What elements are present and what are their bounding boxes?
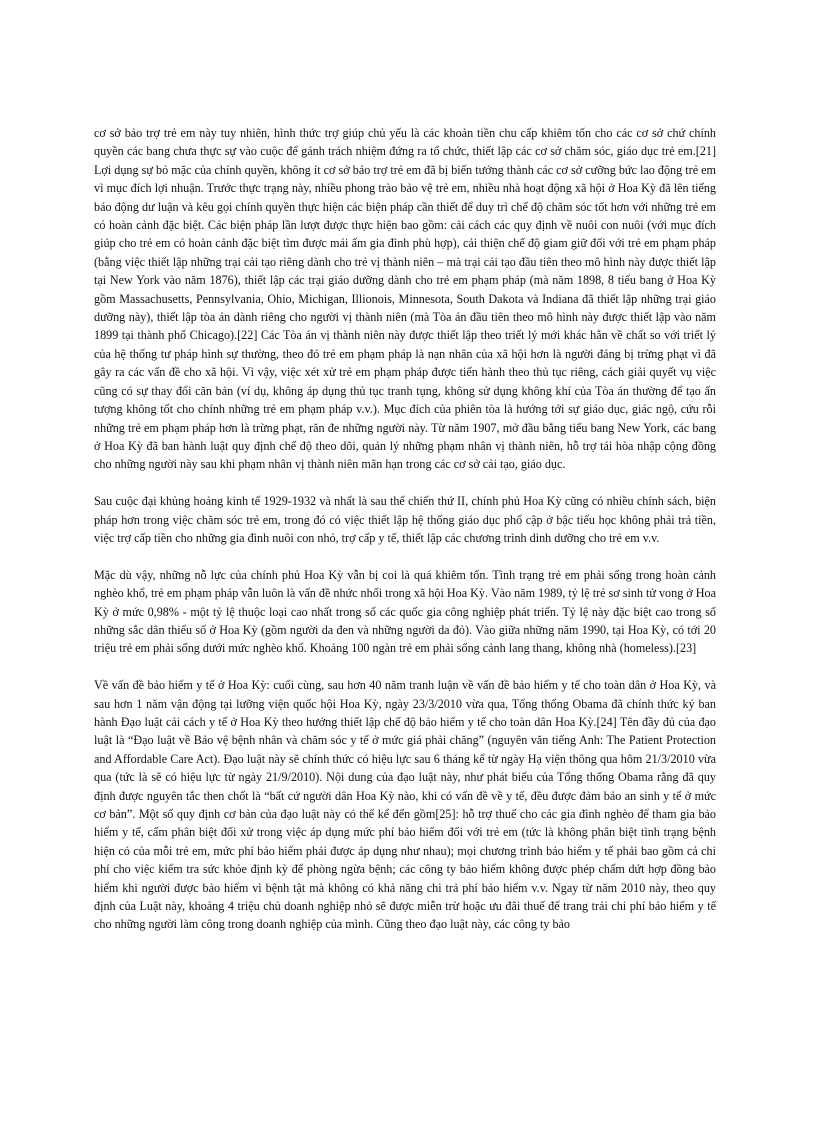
paragraph-spacer [94, 474, 716, 492]
paragraph-child-poverty: Mặc dù vậy, những nỗ lực của chính phủ Hoa Kỳ vẫn bị coi là quá khiêm tốn. Tình trạng trẻ em phải sống trong hoàn cảnh nghèo khổ, trẻ em phạm pháp vẫn luôn là vấn đề nhức nhối trong xã hội Hoa Kỳ. Vào năm 1989, tỷ lệ trẻ sơ sinh tử vong ở Hoa Kỳ ở mức 0,98% - một tỷ lệ thuộc loại cao nhất trong số các quốc gia công nghiệp phát triển. Tỷ lệ này đặc biệt cao trong số những sắc dân thiểu số ở Hoa Kỳ (gồm người da đen và những người da đỏ). Vào giữa những năm 1990, tại Hoa Kỳ, có tới 20 triệu trẻ em phải sống dưới mức nghèo khổ. Khoảng 100 ngàn trẻ em phải sống cảnh lang thang, không nhà (homeless).[23] [94, 567, 716, 656]
paragraph-child-care-history: cơ sở bảo trợ trẻ em này tuy nhiên, hình thức trợ giúp chủ yếu là các khoản tiền chu cấp khiêm tốn cho các cơ sở chứ chính quyền các bang chưa thực sự vào cuộc để gánh trách nhiệm đứng ra tổ chức, thiết lập các cơ sở chăm sóc, giáo dục trẻ em.[21] Lợi dụng sự bỏ mặc của chính quyền, không ít cơ sở bảo trợ trẻ em đã bị biến tướng thành các cơ sở cưỡng bức lao động trẻ em vì mục đích lợi nhuận. Trước thực trạng này, nhiều phong trào bảo vệ trẻ em, nhiều nhà hoạt động xã hội ở Hoa Kỳ đã lên tiếng báo động dư luận và kêu gọi chính quyền thực hiện các biện pháp cần thiết để duy trì chế độ chăm sóc tốt hơn với những trẻ em có hoàn cảnh đặc biệt. Các biện pháp lần lượt được thực hiện bao gồm: cải cách các quy định về nuôi con nuôi (với mục đích giúp cho trẻ em có hoàn cảnh đặc biệt tìm được mái ấm gia đình phù hợp), cải thiện chế độ giam giữ đối với trẻ em phạm pháp (bằng việc thiết lập những trại cải tạo riêng dành cho trẻ vị thành niên – mà trại cải tạo đầu tiên theo mô hình này được thiết lập tại New York vào năm 1876), thiết lập các trại giáo dưỡng dành cho trẻ em phạm pháp (mà năm 1898, 8 tiểu bang ở Hoa Kỳ gồm Massachusetts, Pennsylvania, Ohio, Michigan, Illionois, Minnesota, South Dakota và Indiana đã thiết lập những trại giáo dưỡng này), thiết lập tòa án dành riêng cho người vị thành niên (mà Tòa án đầu tiên theo mô hình này được thiết lập vào năm 1899 tại thành phố Chicago).[22] Các Tòa án vị thành niên này được thiết lập theo triết lý mới khác hẳn về chất so với triết lý của hệ thống tư pháp hình sự thường, theo đó trẻ em phạm pháp là nạn nhân của xã hội hơn là người đáng bị trừng phạt vì đã gây ra các vấn đề cho xã hội. Vì vậy, việc xét xử trẻ em phạm pháp được tiến hành theo thủ tục riêng, cách giải quyết vụ việc cũng có sự thay đổi căn bản (ví dụ, không áp dụng thủ tục tranh tụng, không sử dụng không khí của Tòa án thường để tạo ấn tượng không tốt cho chính những trẻ em phạm pháp v.v.). Mục đích của phiên tòa là hướng tới sự giáo dục, giác ngộ, cứu rỗi những trẻ em phạm pháp hơn là trừng phạt, răn đe những người này. Từ năm 1907, mở đầu bằng tiểu bang New York, các bang ở Hoa Kỳ đã ban hành luật quy định chế độ theo dõi, quản lý những phạm nhân vị thành niên, hỗ trợ tái hòa nhập cộng đồng cho những người này sau khi phạm nhân vị thành niên mãn hạn trong các cơ sở cải tạo, giáo dục. [94, 126, 716, 472]
paragraph-spacer [94, 547, 716, 565]
paragraph-health-insurance: Về vấn đề bảo hiểm y tế ở Hoa Kỳ: cuối cùng, sau hơn 40 năm tranh luận về vấn đề bảo hiểm y tế cho toàn dân ở Hoa Kỳ, và sau hơn 1 năm vận động tại lưỡng viện quốc hội Hoa Kỳ, ngày 23/3/2010 vừa qua, Tổng thống Obama đã chính thức ký ban hành Đạo luật cải cách y tế ở Hoa Kỳ theo hướng thiết lập chế độ bảo hiểm y tế cho toàn dân Hoa Kỳ.[24] Tên đầy đủ của đạo luật là “Đạo luật về Bảo vệ bệnh nhân và chăm sóc y tế ở mức giá phải chăng” (nguyên văn tiếng Anh: The Patient Protection and Affordable Care Act). Đạo luật này sẽ chính thức có hiệu lực sau 6 tháng kể từ ngày Hạ viện thông qua hôm 21/3/2010 vừa qua (tức là sẽ có hiệu lực từ ngày 21/9/2010). Nội dung của đạo luật này, như phát biểu của Tổng thống Obama rằng đã quy định được nguyên tắc then chốt là “bất cứ người dân Hoa Kỳ nào, khi có vấn đề về y tế, đều được đảm bảo an sinh y tế ở mức cơ bản”. Một số quy định cơ bản của đạo luật này có thể kể đến gồm[25]: hỗ trợ thuế cho các gia đình nghèo để tham gia bảo hiểm y tế, cấm phân biệt đối xử trong việc áp dụng mức phí bảo hiểm đối với trẻ em (tức là không phân biệt tình trạng bệnh hiện có của mỗi trẻ em, mức phí bảo hiểm phải được áp dụng như nhau); mọi chương trình bảo hiểm y tế phải bao gồm cả chi phí cho việc kiểm tra sức khỏe định kỳ để phòng ngừa bệnh; các công ty bảo hiểm không được phép chấm dứt hợp đồng bảo hiểm khi người được bảo hiểm vì bệnh tật mà không có khả năng chi trả phí bảo hiểm v.v. Ngay từ năm 2010 này, theo quy định của Luật này, khoảng 4 triệu chủ doanh nghiệp nhỏ sẽ được miễn trừ hoặc ưu đãi thuế để trang trải chi phí bảo hiểm y tế cho những người làm công trong doanh nghiệp của mình. Cũng theo đạo luật này, các công ty bảo [94, 678, 716, 932]
paragraph-spacer [94, 658, 716, 676]
paragraph-post-war-policies: Sau cuộc đại khủng hoảng kinh tế 1929-1932 và nhất là sau thế chiến thứ II, chính phủ Hoa Kỳ cũng có nhiều chính sách, biện pháp hơn trong việc chăm sóc trẻ em, trong đó có việc thiết lập hệ thống giáo dục phổ cập ở bậc tiểu học không phải trả tiền, việc trợ cấp tiền cho những gia đình nuôi con nhỏ, trợ cấp y tế, thiết lập các chương trình dinh dưỡng cho trẻ em v.v. [94, 494, 716, 545]
